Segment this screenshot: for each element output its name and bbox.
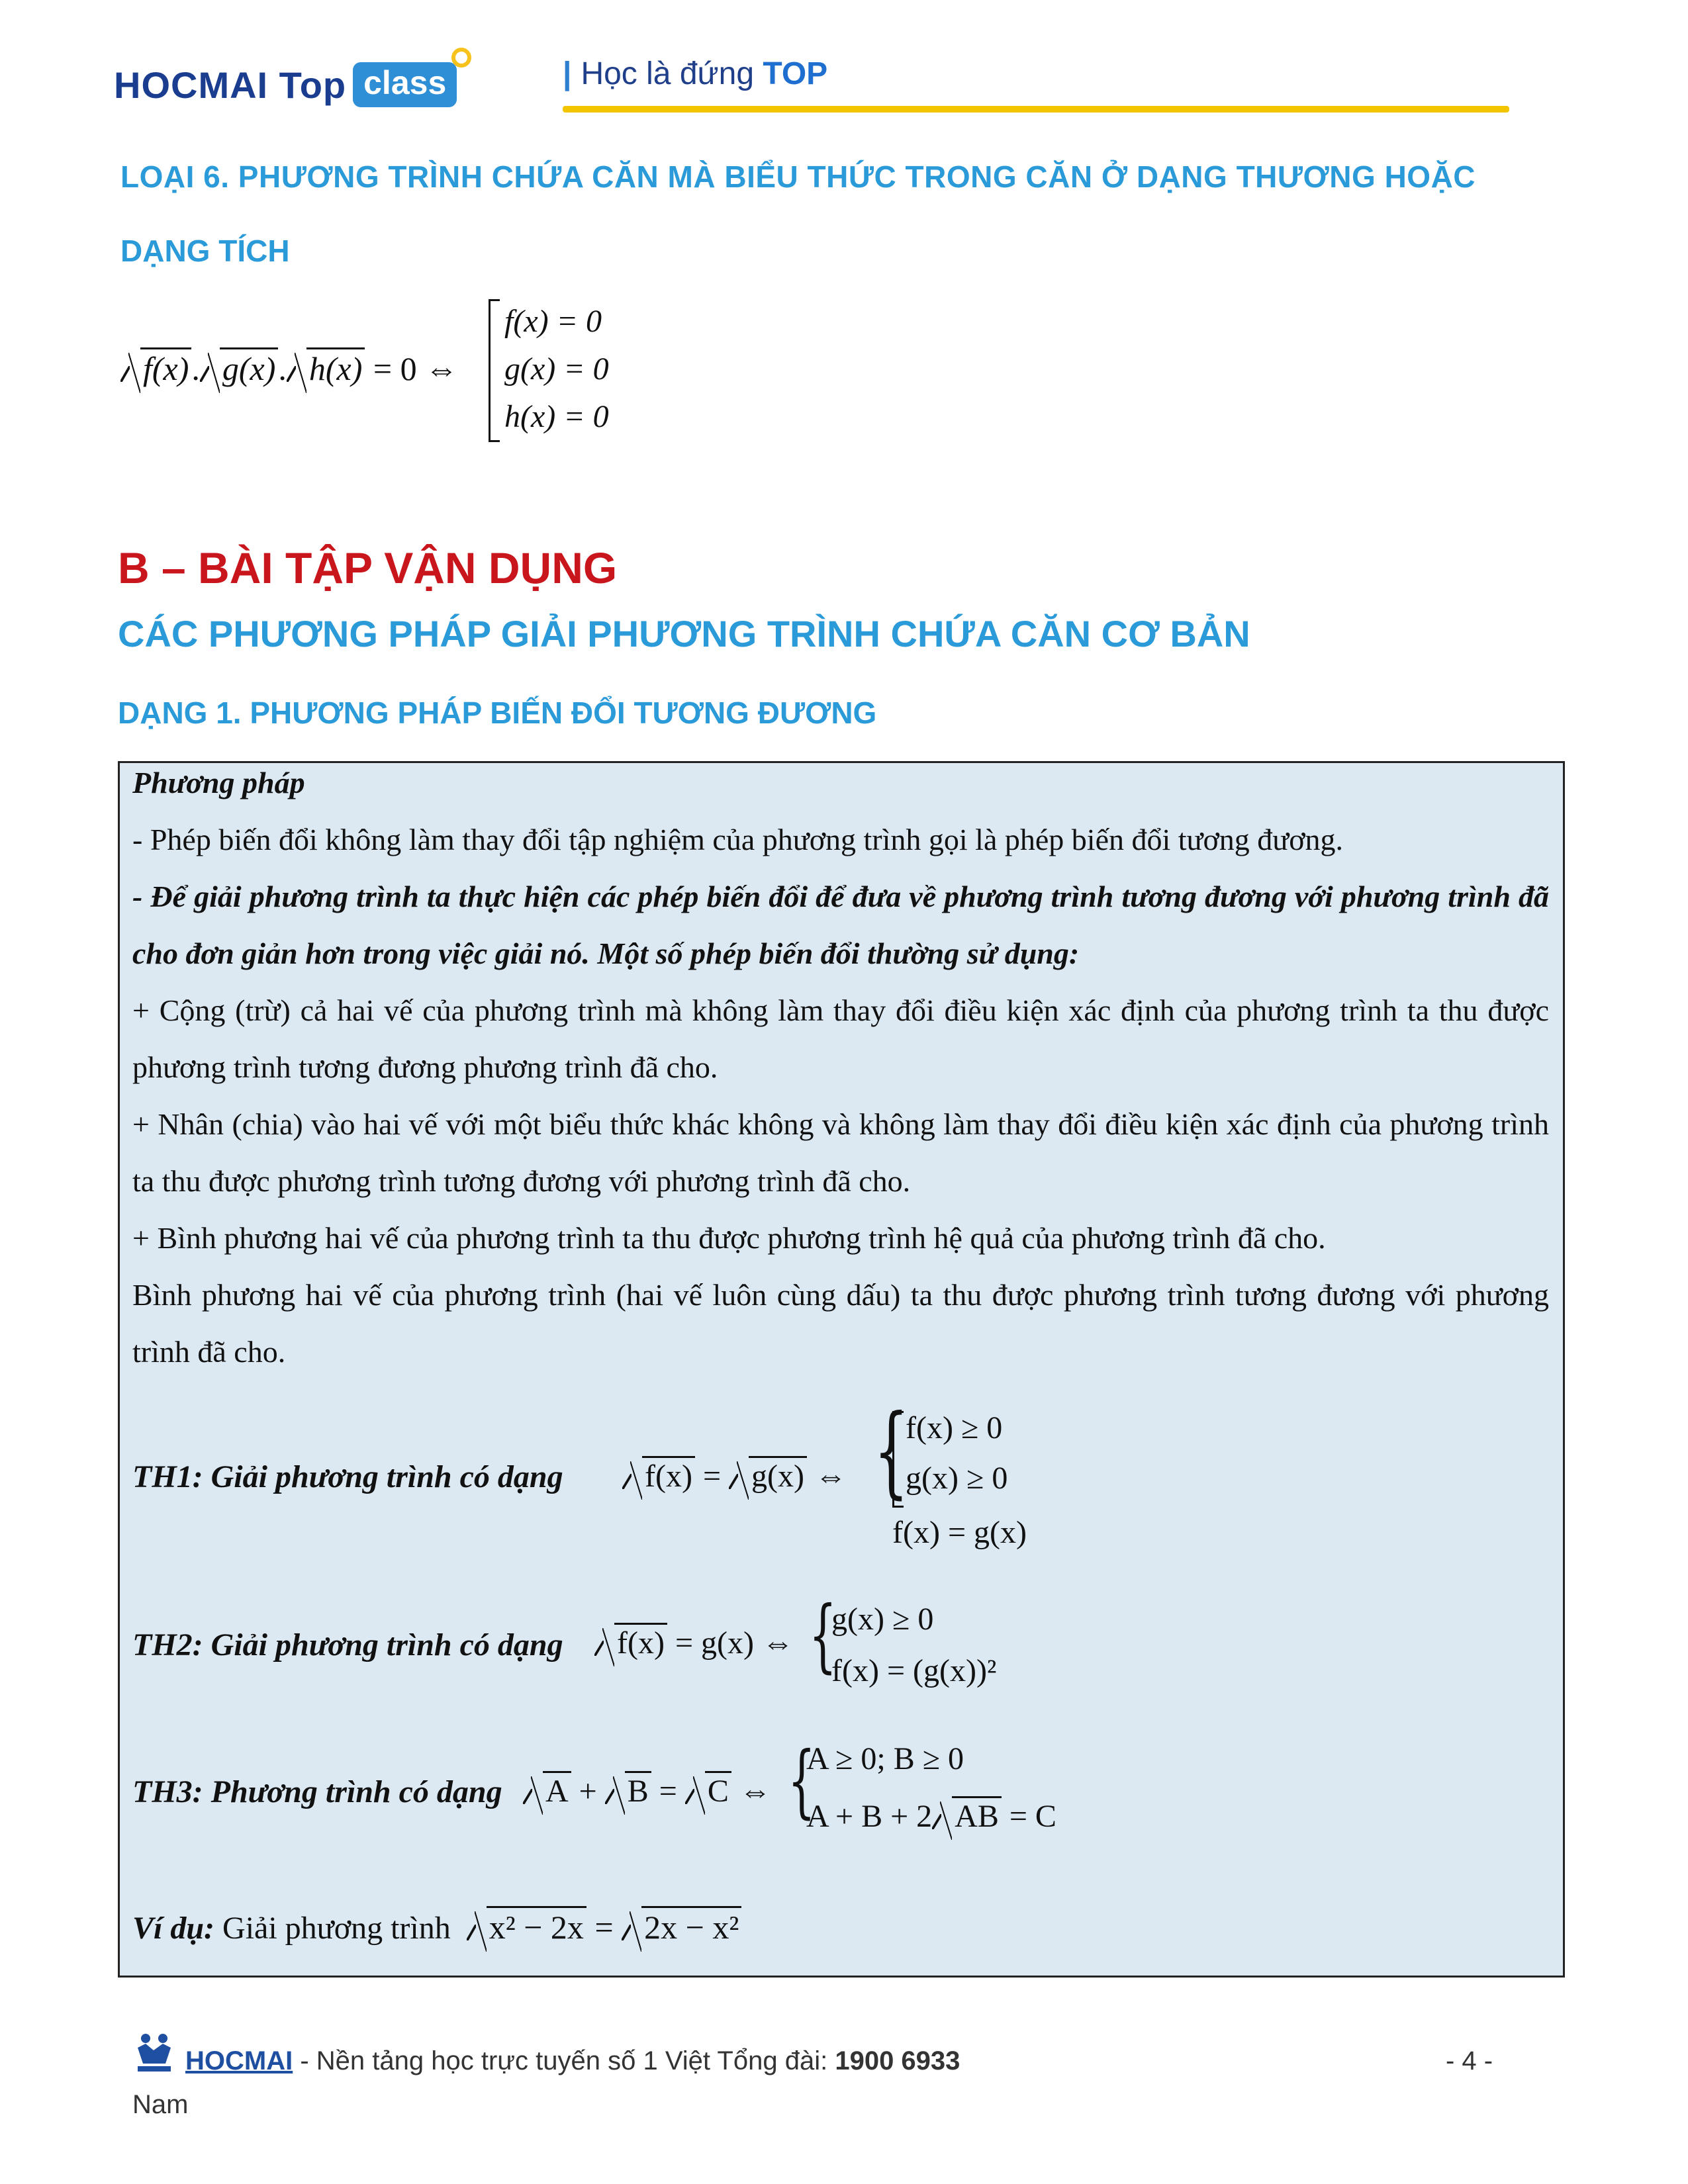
sqrt-g: g(x): [200, 347, 279, 388]
methods-title: CÁC PHƯƠNG PHÁP GIẢI PHƯƠNG TRÌNH CHỨA CĂN CƠ BẢN: [118, 613, 1250, 655]
th3-case-2-post: = C: [1009, 1799, 1056, 1834]
slogan: [563, 56, 827, 92]
sqrt-f: f(x): [594, 1623, 667, 1661]
type6-equation-lhs: f(x). g(x). h(x) = 0 ⇔: [120, 347, 458, 388]
logo-class-text: class: [363, 64, 447, 101]
footer-phone: 1900 6933: [835, 2046, 961, 2075]
page-number: - 4 -: [1446, 2046, 1493, 2075]
th1-brace: {: [874, 1394, 909, 1509]
sqrt-lhs: x² − 2x: [467, 1906, 586, 1946]
footer-text: [185, 2046, 960, 2076]
sqrt-ab: AB: [932, 1796, 1002, 1835]
case-h: h(x) = 0: [504, 399, 609, 434]
case-f: f(x) = 0: [504, 304, 602, 339]
sqrt-a: A: [523, 1771, 571, 1809]
th3-lhs: [523, 1771, 771, 1809]
th3-label: TH3: Phương trình có dạng: [132, 1774, 502, 1809]
sqrt-f: f(x): [120, 347, 191, 388]
box-line-4: + Nhân (chia) vào hai vế với một biểu thức khác không và không làm thay đổi điều kiện xác định của phương trình ta thu được phương trình tương đương với phương trình đã cho.: [132, 1107, 1549, 1198]
box-line-2: - Để giải phương trình ta thực hiện các phép biến đổi để đưa về phương trình tương đương với phương trình đã cho đơn giản hơn trong việc giải nó. Một số phép biến đổi thường sử dụng:: [132, 880, 1549, 970]
footer-nam: Nam: [132, 2090, 189, 2119]
th2-label: TH2: Giải phương trình có dạng: [132, 1627, 563, 1662]
th1-label: TH1: Giải phương trình có dạng: [132, 1459, 563, 1494]
case-g: g(x) = 0: [504, 351, 609, 387]
th1-case-1: f(x) ≥ 0: [906, 1410, 1003, 1445]
type6-title-cont: DẠNG TÍCH: [120, 234, 290, 268]
logo-text: HOCMAI Top: [114, 64, 347, 106]
hocmai-logo: [114, 58, 457, 111]
sqrt-c: C: [685, 1771, 731, 1809]
th2-lhs: [594, 1623, 794, 1661]
th2-brace: {: [809, 1590, 837, 1682]
footer-tagline: - Nền tảng học trực tuyến số 1 Việt Tổng đài:: [293, 2046, 835, 2075]
example-label: Ví dụ:: [132, 1911, 215, 1946]
th2-rhs: = g(x) ⇔: [675, 1625, 794, 1661]
box-line-1: - Phép biến đổi không làm thay đổi tập nghiệm của phương trình gọi là phép biến đổi tương đương.: [132, 823, 1344, 856]
union-bracket: [489, 299, 500, 442]
example-equation: [467, 1909, 742, 1946]
sqrt-f: f(x): [622, 1456, 695, 1494]
th1-or-bracket: [892, 1411, 904, 1508]
th1-case-2: g(x) ≥ 0: [906, 1461, 1008, 1496]
type6-cases: [504, 298, 609, 441]
dang1-title: DẠNG 1. PHƯƠNG PHÁP BIẾN ĐỔI TƯƠNG ĐƯƠNG: [118, 696, 877, 730]
equiv-sign: ⇔: [739, 1774, 771, 1809]
box-line-3: + Cộng (trừ) cả hai vế của phương trình mà không làm thay đổi điều kiện xác định của phương trình ta thu được phương trình tương đương phương trình đã cho.: [132, 993, 1549, 1084]
th3-case-1: A ≥ 0; B ≥ 0: [806, 1741, 964, 1776]
th1-lhs: [622, 1456, 847, 1494]
type6-title: LOẠI 6. PHƯƠNG TRÌNH CHỨA CĂN MÀ BIỂU THỨC TRONG CĂN Ở DẠNG THƯƠNG HOẶC: [120, 159, 1476, 194]
plus-sign: +: [579, 1774, 597, 1809]
sun-icon: [451, 48, 471, 68]
sqrt-g: g(x): [729, 1456, 807, 1494]
th1-case-3: f(x) = g(x): [892, 1515, 1027, 1550]
header-underline: [563, 106, 1509, 113]
box-heading: Phương pháp: [132, 766, 305, 799]
th1-cases: [906, 1403, 1008, 1504]
slogan-text: Học là đứng: [581, 56, 763, 91]
box-line-6: Bình phương hai vế của phương trình (hai vế luôn cùng dấu) ta thu được phương trình tương đương với phương trình đã cho.: [132, 1278, 1549, 1369]
type6-equiv: = 0 ⇔: [373, 350, 459, 387]
hocmai-footer-icon: [132, 2030, 176, 2074]
footer-brand-link[interactable]: HOCMAI: [185, 2046, 293, 2075]
th3-brace: {: [788, 1735, 816, 1827]
th3-case-2: [806, 1796, 1056, 1835]
sqrt-b: B: [605, 1771, 651, 1809]
example-text: Giải phương trình: [222, 1911, 451, 1946]
slogan-divider: |: [563, 56, 572, 91]
th3-case-2-pre: A + B + 2: [806, 1799, 933, 1834]
th2-case-1: g(x) ≥ 0: [831, 1602, 934, 1637]
th2-case-2: f(x) = (g(x))²: [831, 1653, 997, 1688]
sqrt-rhs: 2x − x²: [622, 1906, 741, 1946]
section-b-title: B – BÀI TẬP VẬN DỤNG: [118, 543, 618, 592]
eq-sign: =: [594, 1909, 614, 1946]
logo-class-badge: [353, 62, 457, 107]
slogan-top: TOP: [763, 56, 828, 91]
box-line-5: + Bình phương hai vế của phương trình ta thu được phương trình hệ quả của phương trình đã cho.: [132, 1221, 1326, 1255]
eq-sign: =: [659, 1774, 677, 1809]
equiv-sign: ⇔: [815, 1459, 847, 1494]
th2-cases: [831, 1594, 996, 1697]
example: [132, 1906, 741, 1946]
eq-sign: =: [702, 1459, 722, 1494]
sqrt-h: h(x): [287, 347, 365, 388]
